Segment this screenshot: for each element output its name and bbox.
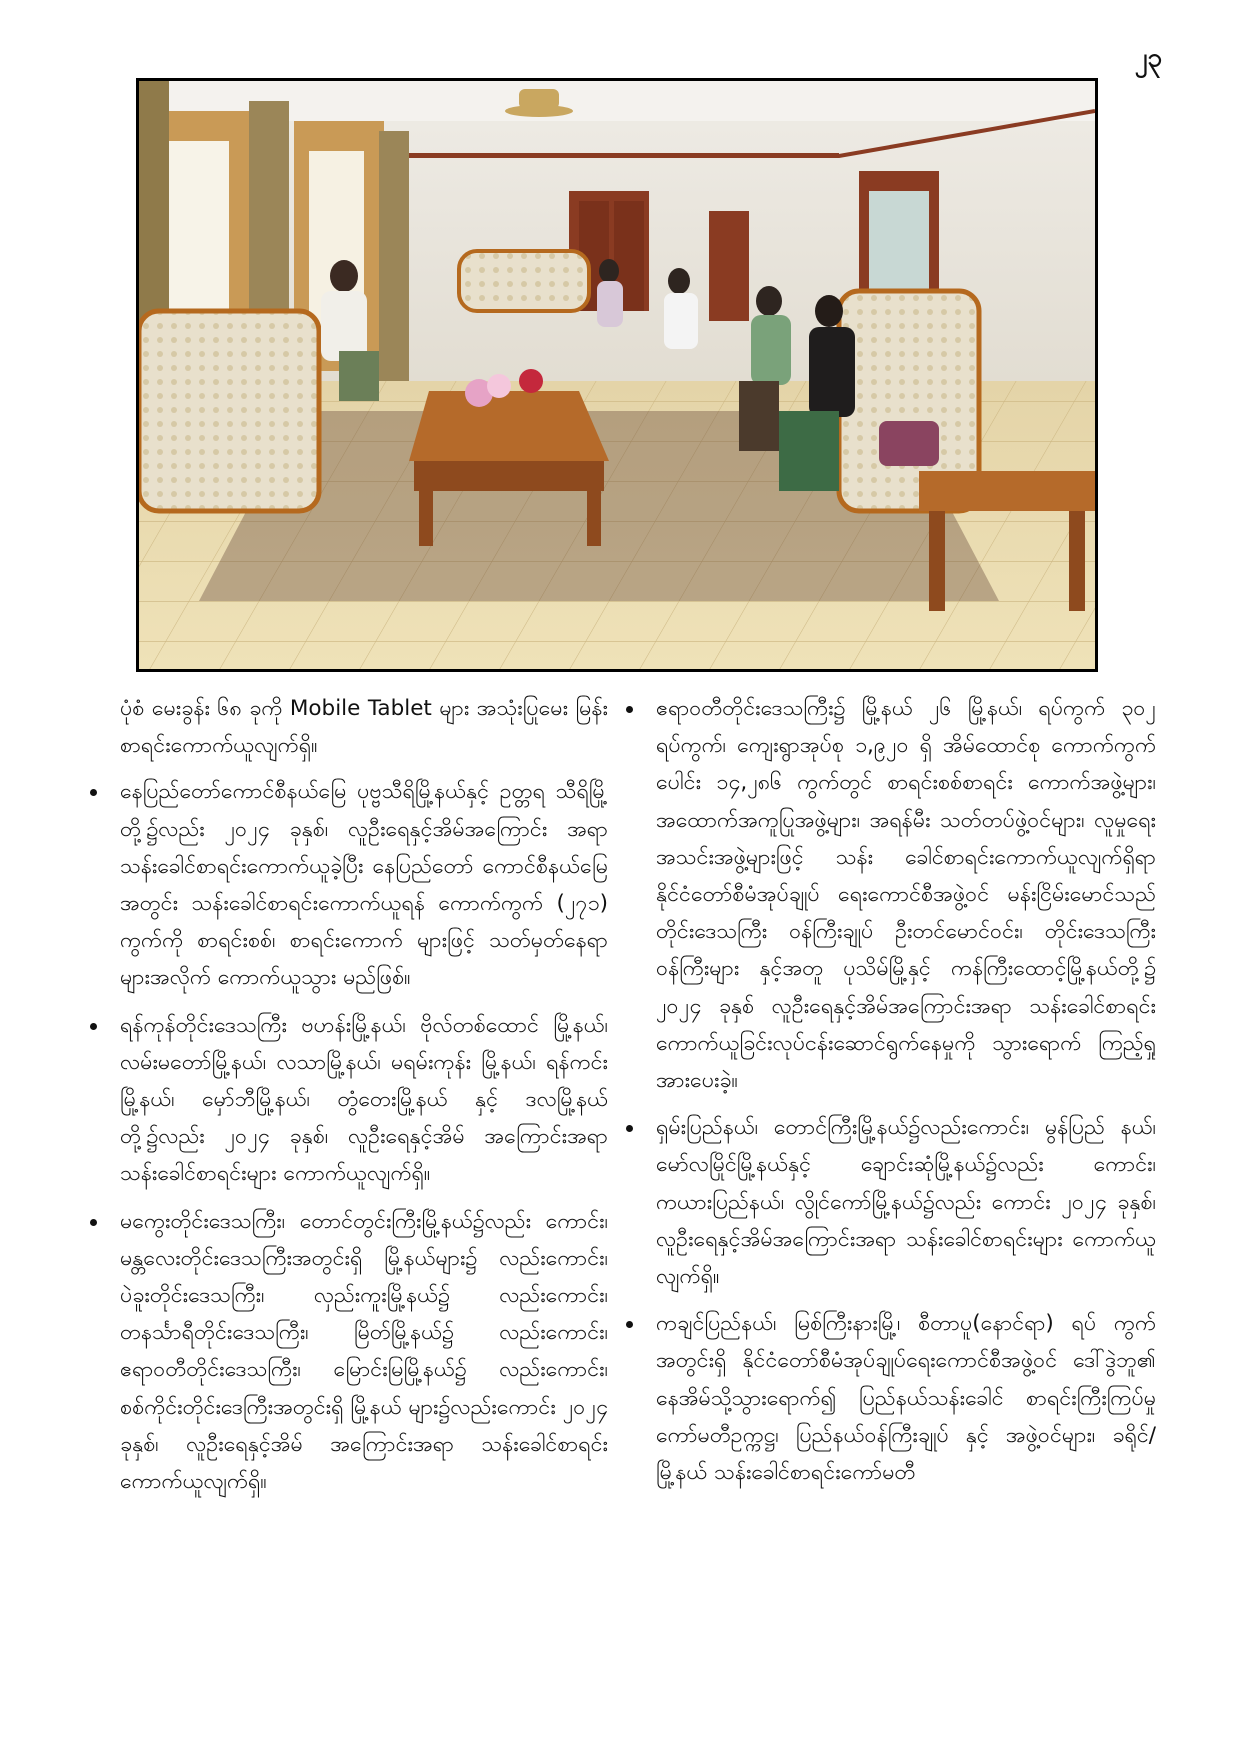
- left-column: [120, 690, 608, 1510]
- list-item-text: ကချင်ပြည်နယ်၊ မြစ်ကြီးနားမြို့၊ စီတာပူ(နောင်ရာ) ရပ် ကွက်အတွင်းရှိ နိုင်ငံတော်စီမံအုပ်ချုပ်ရေးကောင်စီအဖွဲ့ဝင် ဒေါ်ဒွဲဘူ၏ နေအိမ်သို့သွားရောက်၍ ပြည်နယ်သန်းခေါင် စာရင်းကြီးကြပ်မှုကော်မတီဥက္ကဋ္ဌ၊ ပြည်နယ်ဝန်ကြီးချုပ် နှင့် အဖွဲ့ဝင်များ၊ ခရိုင်/ မြို့နယ် သန်းခေါင်စာရင်းကော်မတီ: [656, 1311, 1156, 1486]
- list-item-text: ဧရာဝတီတိုင်းဒေသကြီး၌ မြို့နယ် ၂၆ မြို့နယ်၊ ရပ်ကွက် ၃၀၂ ရပ်ကွက်၊ ကျေးရွာအုပ်စု ၁,၉၂၀ ရှိ အိမ်ထောင်စု ကောက်ကွက်ပေါင်း ၁၄,၂၈၆ ကွက်တွင် စာရင်းစစ်စာရင်း ကောက်အဖွဲ့များ၊ အထောက်အကူပြုအဖွဲ့များ၊ အရန်မီး သတ်တပ်ဖွဲ့ဝင်များ၊ လူမှုရေးအသင်းအဖွဲ့များဖြင့် သန်း ခေါင်စာရင်းကောက်ယူလျက်ရှိရာ နိုင်ငံတော်စီမံအုပ်ချုပ် ရေးကောင်စီအဖွဲ့ဝင် မန်းငြိမ်းမောင်သည် တိုင်းဒေသကြီး ဝန်ကြီးချုပ် ဦးတင်မောင်ဝင်း၊ တိုင်းဒေသကြီးဝန်ကြီးများ နှင့်အတူ ပုသိမ်မြို့နှင့် ကန်ကြီးထောင့်မြို့နယ်တို့၌ ၂၀၂၄ ခုနှစ် လူဦးရေနှင့်အိမ်အကြောင်းအရာ သန်းခေါင်စာရင်း ကောက်ယူခြင်းလုပ်ငန်းဆောင်ရွက်နေမှုကို သွားရောက် ကြည့်ရှုအားပေးခဲ့။: [656, 696, 1156, 1094]
- bullet-icon: [90, 1219, 97, 1226]
- list-item-text: မကွေးတိုင်းဒေသကြီး၊ တောင်တွင်းကြီးမြို့နယ်၌လည်း ကောင်း၊ မန္တလေးတိုင်းဒေသကြီးအတွင်းရှိ မြို့နယ်များ၌ လည်းကောင်း၊ ပဲခူးတိုင်းဒေသကြီး၊ လှည်းကူးမြို့နယ်၌ လည်းကောင်း၊ တနင်္သာရီတိုင်းဒေသကြီး၊ မြိတ်မြို့နယ်၌ လည်းကောင်း၊ ဧရာဝတီတိုင်းဒေသကြီး၊ မြောင်းမြမြို့နယ်၌ လည်းကောင်း၊ စစ်ကိုင်းတိုင်းဒေကြီးအတွင်းရှိ မြို့နယ် များ၌လည်းကောင်း ၂၀၂၄ ခုနှစ်၊ လူဦးရေနှင့်အိမ် အကြောင်းအရာ သန်းခေါင်စာရင်းကောက်ယူလျက်ရှိ။: [120, 1208, 608, 1495]
- list-item: [120, 1007, 608, 1193]
- list-item-text: ရှမ်းပြည်နယ်၊ တောင်ကြီးမြို့နယ်၌လည်းကောင်း၊ မွန်ပြည် နယ်၊ မော်လမြိုင်မြို့နယ်နှင့် ချောင်းဆုံမြို့နယ်၌လည်း ကောင်း၊ ကယားပြည်နယ်၊ လွိုင်ကော်မြို့နယ်၌လည်း ကောင်း ၂၀၂၄ ခုနှစ်၊ လူဦးရေနှင့်အိမ်အကြောင်းအရာ သန်းခေါင်စာရင်းများ ကောက်ယူလျက်ရှိ။: [656, 1115, 1156, 1290]
- bullet-icon: [626, 706, 633, 713]
- list-item: [656, 1109, 1156, 1295]
- intro-paragraph: ပုံစံ မေးခွန်း ၆၈ ခုကို Mobile Tablet များ အသုံးပြုမေး မြန်းစာရင်းကောက်ယူလျက်ရှိ။: [120, 696, 608, 759]
- photo-illustration: [139, 81, 1095, 669]
- bullet-icon: [626, 1321, 633, 1328]
- list-item: [120, 773, 608, 996]
- bullet-icon: [90, 789, 97, 796]
- page-number: ၂၃: [1134, 43, 1162, 73]
- bullet-icon: [626, 1125, 633, 1132]
- list-item: [120, 1203, 608, 1501]
- list-item-text: နေပြည်တော်ကောင်စီနယ်မြေ ပုဗ္ဗသီရိမြို့နယ်နှင့် ဥတ္တရ သီရိမြို့တို့၌လည်း ၂၀၂၄ ခုနှစ်၊ လူဦးရေနှင့်အိမ်အကြောင်း အရာသန်းခေါင်စာရင်းကောက်ယူခဲ့ပြီး နေပြည်တော် ကောင်စီနယ်မြေအတွင်း သန်းခေါင်စာရင်းကောက်ယူရန် ကောက်ကွက် (၂၇၁) ကွက်ကို စာရင်းစစ်၊ စာရင်းကောက် များဖြင့် သတ်မှတ်နေရာများအလိုက် ကောက်ယူသွား မည်ဖြစ်။: [120, 779, 608, 991]
- right-column: [656, 690, 1156, 1501]
- reception-room-photo: [136, 78, 1098, 672]
- list-item: [656, 690, 1156, 1099]
- bullet-icon: [90, 1023, 97, 1030]
- list-item-text: ရန်ကုန်တိုင်းဒေသကြီး ဗဟန်းမြို့နယ်၊ ဗိုလ်တစ်ထောင် မြို့နယ်၊ လမ်းမတော်မြို့နယ်၊ လသာမြို့နယ်၊ မရမ်းကုန်း မြို့နယ်၊ ရန်ကင်းမြို့နယ်၊ မှော်ဘီမြို့နယ်၊ တွံတေးမြို့နယ် နှင့် ဒလမြို့နယ်တို့၌လည်း ၂၀၂၄ ခုနှစ်၊ လူဦးရေနှင့်အိမ် အကြောင်းအရာ သန်းခေါင်စာရင်းများ ကောက်ယူလျက်ရှိ။: [120, 1012, 608, 1187]
- list-item: [656, 1305, 1156, 1491]
